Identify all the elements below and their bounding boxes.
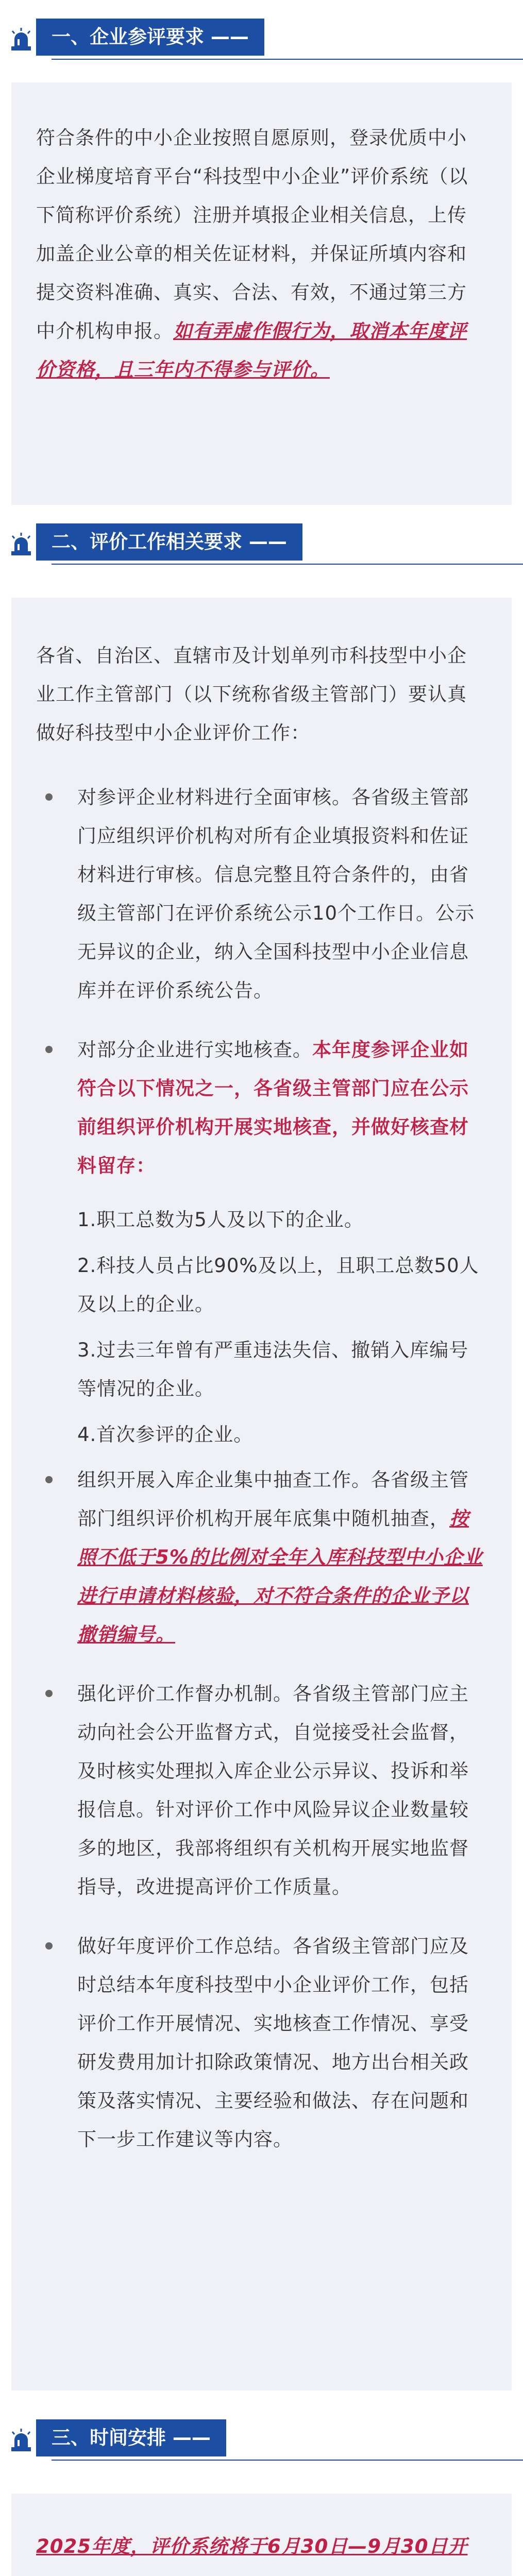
siren-icon [8,2428,34,2453]
emphasis-text: 如有弄虚作假行为，取消本年度评 [173,320,467,342]
list-line: 及时核实处理拟入库企业公示异议、投诉和举 [77,1760,469,1782]
paragraph-line: 下简称评价系统）注册并填报企业相关信息，上传 [36,204,467,226]
list-item-5 [77,1927,515,2159]
emphasis-line: 符合以下情况之一，各省级主管部门应在公示 [77,1077,469,1099]
list-text: 对部分企业进行实地核查。 [77,1039,312,1061]
emphasis-line: 进行申请材料核验，对不符合条件的企业予以 [77,1585,469,1607]
list-line: 库并在评价系统公告。 [77,979,273,1002]
section-header-3 [0,2416,523,2464]
paragraph-line: 加盖企业公章的相关佐证材料，并保证所填内容和 [36,243,467,265]
paragraph-line: 业工作主管部门（以下统称省级主管部门）要认真 [36,683,467,705]
list-item-1 [77,778,515,1010]
list-line: 报信息。针对评价工作中风险异议企业数量较 [77,1799,469,1821]
emphasis-line: 照不低于5%的比例对全年入库科技型中小企业 [77,1546,483,1568]
paragraph-text: 中介机构申报。 [36,320,173,342]
emphasis-line: 2025年度，评价系统将于6月30日—9月30日开 [36,2535,468,2557]
list-text: 部门组织评价机构开展年底集中随机抽查， [77,1507,449,1530]
list-line: 材料进行审核。信息完整且符合条件的，由省 [77,863,469,886]
emphasis-text: 按 [449,1507,469,1530]
list-line: 对参评企业材料进行全面审核。各省级主管部 [77,786,469,808]
paragraph-line [36,2568,447,2576]
list-line: 下一步工作建议等内容。 [77,2128,293,2150]
emphasis-text: 本年度参评企业如 [312,1039,469,1061]
paragraph-line: 做好科技型中小企业评价工作： [36,722,310,744]
divider [52,59,523,60]
section-title: 一、企业参评要求 —— [36,19,264,56]
sub-list-line: 1.职工总数为5人及以下的企业。 [77,1209,364,1231]
sub-list-line: 4.首次参评的企业。 [77,1423,254,1446]
section-title: 二、评价工作相关要求 —— [36,523,302,561]
sub-list-line: 3.过去三年曾有严重违法失信、撤销入库编号 [77,1339,469,1361]
list-line: 多的地区，我部将组织有关机构开展实地监督 [77,1837,469,1859]
section-title: 三、时间安排 —— [36,2419,226,2456]
section-1-panel [11,82,512,505]
siren-icon [8,27,34,53]
emphasis-line: 价资格，且三年内不得参与评价。 [36,359,330,381]
sub-list [77,1200,515,1454]
list-line: 级主管部门在评价系统公示10个工作日。公示 [77,902,475,924]
emphasis-line: 料留存： [77,1155,156,1177]
sub-list-line: 等情况的企业。 [77,1378,214,1400]
list-line: 无异议的企业，纳入全国科技型中小企业信息 [77,941,469,963]
paragraph-line: 企业梯度培育平台“科技型中小企业”评价系统（以 [36,165,468,188]
list-item-3 [77,1461,515,1654]
bullet-dot [45,1046,53,1053]
list-line [77,1030,515,1069]
section-header-1 [0,15,523,63]
section-2-panel [11,598,512,2391]
siren-icon [8,532,34,557]
sub-list-line: 及以上的企业。 [77,1293,214,1315]
list-line: 时总结本年度科技型中小企业评价工作，包括 [77,1974,469,1996]
list-line: 门应组织评价机构对所有企业填报资料和佐证 [77,825,469,847]
sub-list-line: 2.科技人员占比90%及以上，且职工总数50人 [77,1255,479,1277]
bullet-dot [45,1942,53,1950]
list-line: 指导，改进提高评价工作质量。 [77,1876,351,1898]
list-line [77,1499,515,1538]
bullet-dot [45,1690,53,1697]
bullet-dot [45,793,53,801]
bullet-dot [45,1476,53,1483]
list-line: 强化评价工作督办机制。各省级主管部门应主 [77,1683,469,1705]
list-line: 做好年度评价工作总结。各省级主管部门应及 [77,1935,469,1957]
list-item-4 [77,1674,515,1906]
list-line: 研发费用加计扣除政策情况、地方出台相关政 [77,2051,469,2073]
list-line: 组织开展入库企业集中抽查工作。各省级主管 [77,1469,469,1491]
list-line: 评价工作开展情况、实地核查工作情况、享受 [77,2012,469,2035]
paragraph-line: 符合条件的中小企业按照自愿原则，登录优质中小 [36,127,467,149]
emphasis-line: 撤销编号。 [77,1623,175,1646]
section-header-2 [0,520,523,568]
emphasis-line: 前组织评价机构开展实地核查，并做好核查材 [77,1116,469,1138]
section-3-panel [11,2494,512,2576]
list-line: 动向社会公开监督方式，自觉接受社会监督， [77,1721,469,1743]
divider [52,564,523,565]
paragraph-line: 各省、自治区、直辖市及计划单列市科技型中小企 [36,645,467,667]
list-item-2 [77,1030,515,1185]
list-line: 策及落实情况、主要经验和做法、存在问题和 [77,2090,469,2112]
paragraph-line: 提交资料准确、真实、合法、有效，不通过第三方 [36,281,467,303]
paragraph-line [36,312,467,350]
divider [52,2460,523,2461]
